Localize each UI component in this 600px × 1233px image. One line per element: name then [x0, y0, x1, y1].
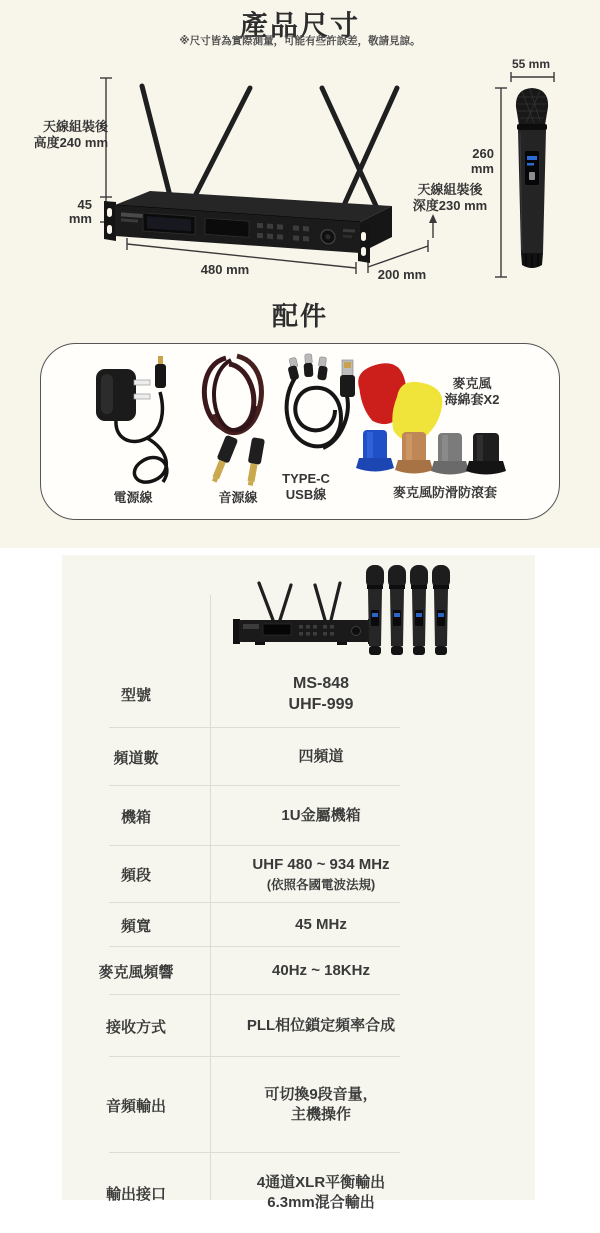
spec-row-output-ports	[62, 1153, 535, 1233]
handheld-mic-illustration	[516, 88, 548, 268]
receiver-illustration	[104, 191, 392, 263]
specs-panel	[62, 555, 535, 1211]
spec-label: 頻段	[120, 867, 151, 884]
spec-row-audio-output	[62, 1057, 535, 1153]
spec-value: MS-848 UHF-999	[288, 675, 354, 713]
spec-label: 頻道數	[113, 749, 159, 767]
spec-value: UHF 480 ~ 934 MHz (依照各國電波法規)	[252, 855, 390, 892]
section-title-accessories: 配件	[271, 301, 328, 331]
receiver-depth-note: 天線組裝後 深度230 mm	[412, 182, 488, 213]
spec-value: 45 MHz	[295, 916, 347, 933]
receiver-height-label: 天線組裝後 高度240 mm	[33, 119, 108, 150]
audio-cable-icon	[204, 356, 265, 487]
receiver-depth-label: 200 mm	[377, 267, 427, 282]
spec-label: 頻寬	[120, 917, 151, 935]
spec-row-band	[62, 846, 535, 903]
receiver-panel-height-label: 45 mm	[68, 197, 92, 226]
mic-diameter-label: 55 mm	[511, 57, 551, 71]
spec-value: 40Hz ~ 18KHz	[272, 962, 370, 979]
power-cable-label: 電源線	[113, 490, 153, 505]
power-adapter-icon	[96, 356, 167, 482]
specs-table	[62, 660, 535, 1233]
spec-value: 1U金屬機箱	[281, 807, 361, 824]
audio-cable-label: 音源線	[218, 490, 258, 505]
spec-value: PLL相位鎖定頻率合成	[246, 1017, 396, 1034]
depth-arrow-head	[429, 214, 437, 223]
product-photo	[225, 558, 475, 663]
mic-height-label: 260 mm	[470, 146, 494, 176]
spec-row-chassis	[62, 786, 535, 846]
spec-row-channels	[62, 728, 535, 786]
photo-mics	[366, 565, 450, 655]
foam-covers-label: 麥克風 海綿套X2	[444, 376, 500, 407]
spec-row-mic-response	[62, 947, 535, 995]
receiver-and-mic-dimension-illustration	[0, 55, 600, 290]
spec-value: 4通道XLR平衡輸出 6.3mm混合輸出	[256, 1174, 386, 1211]
anti-slip-rings-label: 麥克風防滑防滾套	[392, 485, 497, 500]
usb-cable-label: TYPE-C USB線	[282, 471, 330, 502]
spec-label: 接收方式	[105, 1018, 166, 1036]
spec-label: 麥克風頻響	[98, 963, 174, 981]
spec-label: 機箱	[120, 808, 151, 826]
spec-value: 可切換9段音量， 主機操作	[264, 1086, 378, 1123]
spec-label: 型號	[120, 686, 151, 704]
receiver-antennas	[142, 86, 397, 208]
dimensions-disclaimer: ※尺寸皆為實際測量，可能有些許誤差，敬請見諒。	[179, 35, 421, 47]
spec-label: 輸出接口	[105, 1185, 166, 1203]
spec-row-model	[62, 660, 535, 728]
anti-slip-rings-icon	[356, 430, 506, 475]
spec-value: 四頻道	[298, 748, 344, 765]
photo-receiver	[233, 619, 375, 645]
dimensions-section	[0, 0, 600, 548]
receiver-width-label: 480 mm	[200, 262, 250, 277]
spec-row-bandwidth	[62, 903, 535, 947]
usb-cable-icon	[287, 354, 355, 448]
section-title-dimensions: 產品尺寸	[239, 10, 360, 41]
spec-label: 音頻輸出	[105, 1097, 166, 1115]
photo-receiver-antennas	[259, 583, 340, 620]
spec-row-receiving	[62, 995, 535, 1057]
